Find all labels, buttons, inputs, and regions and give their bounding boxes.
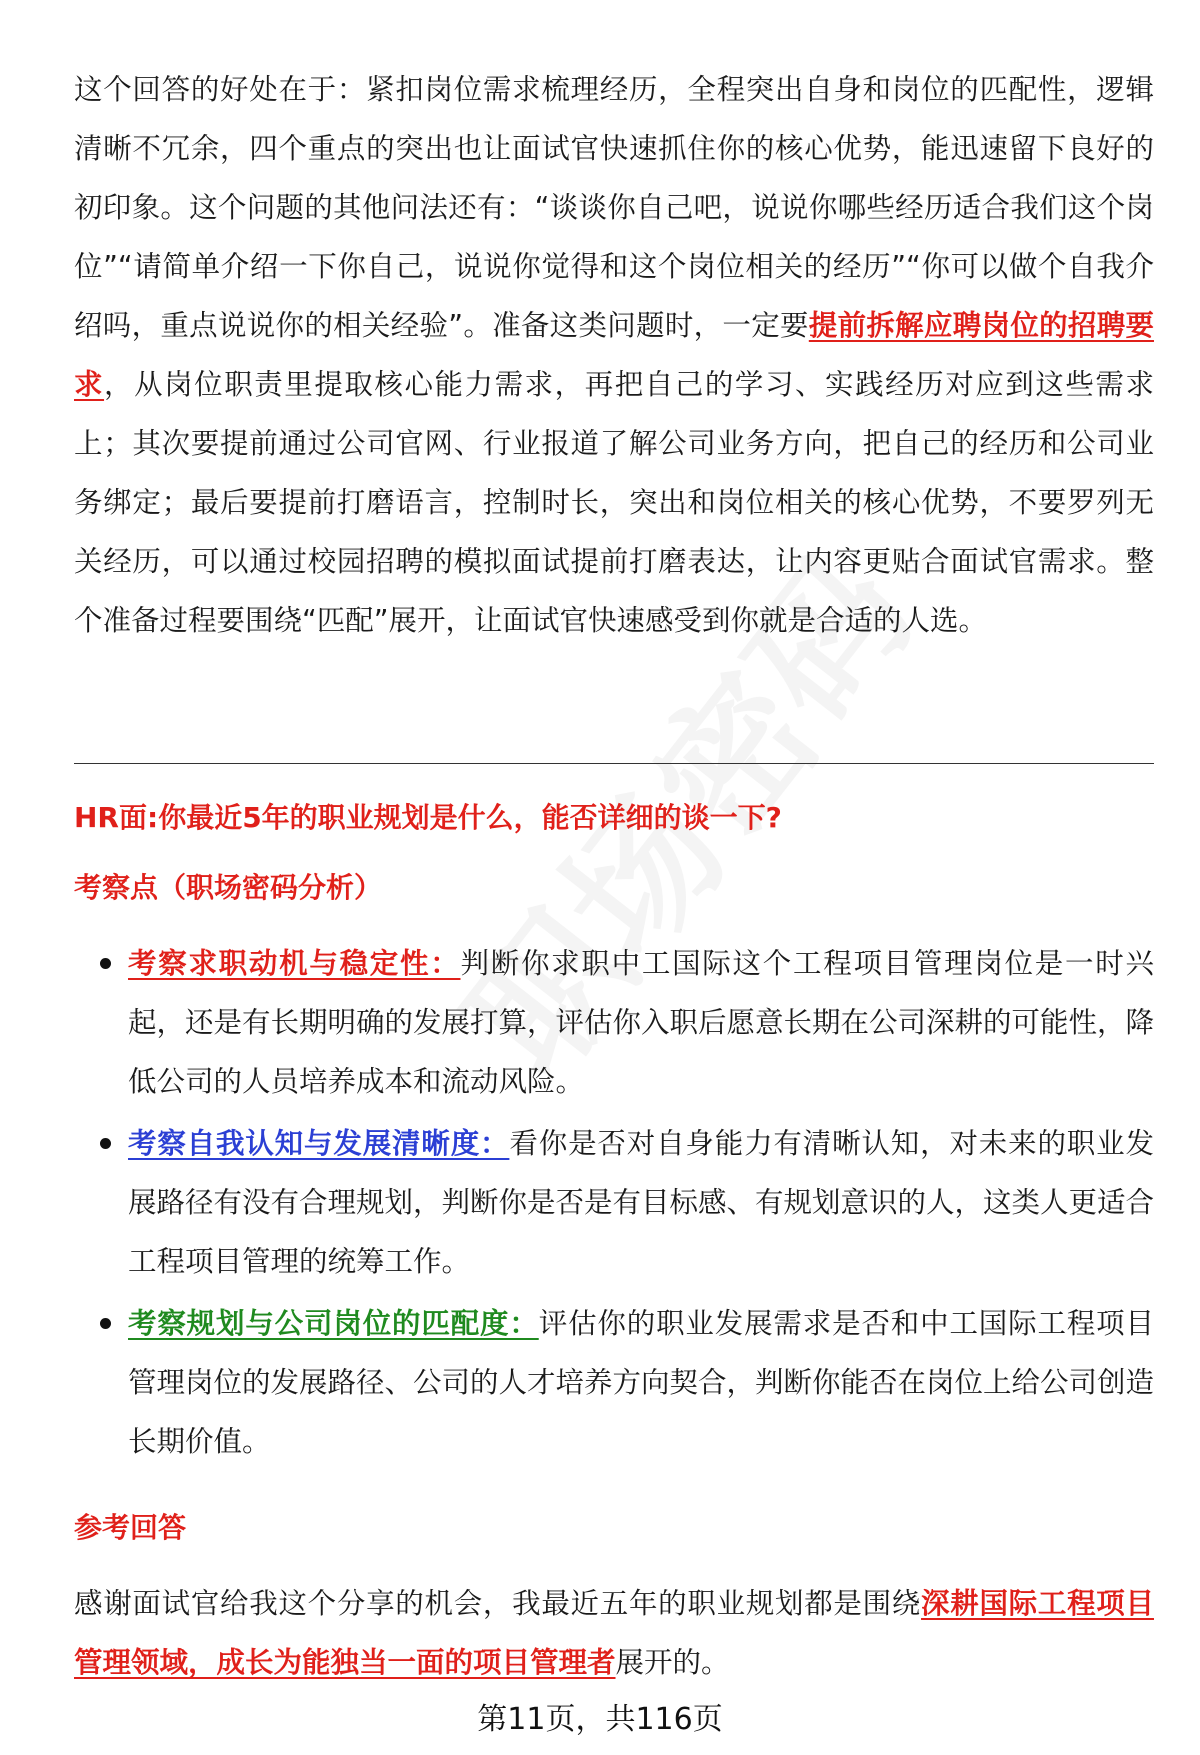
bullet-label: 考察自我认知与发展清晰度： bbox=[128, 1127, 510, 1160]
intro-text-2: ，从岗位职责里提取核心能力需求，再把自己的学习、实践经历对应到这些需求上；其次要提前通过公司官网、行业报道了解公司业务方向，把自己的经历和公司业务绑定；最后要提前打磨语言，控制时长，突出和岗位相关的核心优势，不要罗列无关经历，可以通过校园招聘的模拟面试提前打磨表达，让内容更贴合面试官需求。整个准备过程要围绕“匹配”展开，让面试官快速感受到你就是合适的人选。 bbox=[74, 368, 1154, 637]
bullet-label: 考察求职动机与稳定性： bbox=[128, 947, 461, 980]
reference-heading: 参考回答 bbox=[74, 1511, 187, 1544]
bullet-text: 判断你求职中工国际这个工程项目管理岗位是一时兴起，还是有长期明确的发展打算，评估你入职后愿意长期在公司深耕的可能性，降低公司的人员培养成本和流动风险。 bbox=[128, 947, 1155, 1098]
bullet-label: 考察规划与公司岗位的匹配度： bbox=[128, 1307, 539, 1340]
bullet-text: 评估你的职业发展需求是否和中工国际工程项目管理岗位的发展路径、公司的人才培养方向契合，判断你能否在岗位上给公司创造长期价值。 bbox=[128, 1307, 1155, 1458]
list-item bbox=[74, 934, 1154, 1111]
section-divider bbox=[74, 763, 1154, 764]
intro-text-1: 这个回答的好处在于：紧扣岗位需求梳理经历，全程突出自身和岗位的匹配性，逻辑清晰不冗余，四个重点的突出也让面试官快速抓住你的核心优势，能迅速留下良好的初印象。这个问题的其他问法还有：“谈谈你自己吧，说说你哪些经历适合我们这个岗位”“请简单介绍一下你自己，说说你觉得和这个岗位相关的经历”“你可以做个自我介绍吗，重点说说你的相关经验”。准备这类问题时，一定要 bbox=[74, 73, 1154, 342]
answer-block bbox=[74, 1574, 1154, 1692]
answer-text-1: 感谢面试官给我这个分享的机会，我最近五年的职业规划都是围绕 bbox=[74, 1587, 922, 1620]
intro-paragraph bbox=[74, 60, 1154, 650]
intro-highlight: 提前拆解应聘岗位的招聘要求 bbox=[74, 309, 1154, 401]
bullet-text: 看你是否对自身能力有清晰认知，对未来的职业发展路径有没有合理规划，判断你是否是有目标感、有规划意识的人，这类人更适合工程项目管理的统筹工作。 bbox=[128, 1127, 1155, 1278]
analysis-heading: 考察点（职场密码分析） bbox=[74, 871, 383, 904]
analysis-list bbox=[74, 934, 1154, 1474]
bullet-dot-icon bbox=[100, 1318, 111, 1329]
list-item bbox=[74, 1114, 1154, 1291]
page-footer: 第11页，共116页 bbox=[477, 1702, 723, 1737]
answer-paragraph bbox=[74, 1574, 1154, 1692]
answer-highlight: 深耕国际工程项目管理领域，成长为能独当一面的项目管理者 bbox=[74, 1587, 1154, 1679]
intro-paragraph-block bbox=[74, 60, 1154, 650]
answer-text-2: 展开的。 bbox=[615, 1646, 730, 1679]
question-heading: HR面:你最近5年的职业规划是什么，能否详细的谈一下? bbox=[74, 801, 782, 834]
bullet-dot-icon bbox=[100, 1138, 111, 1149]
list-item bbox=[74, 1294, 1154, 1471]
bullet-dot-icon bbox=[100, 958, 111, 969]
